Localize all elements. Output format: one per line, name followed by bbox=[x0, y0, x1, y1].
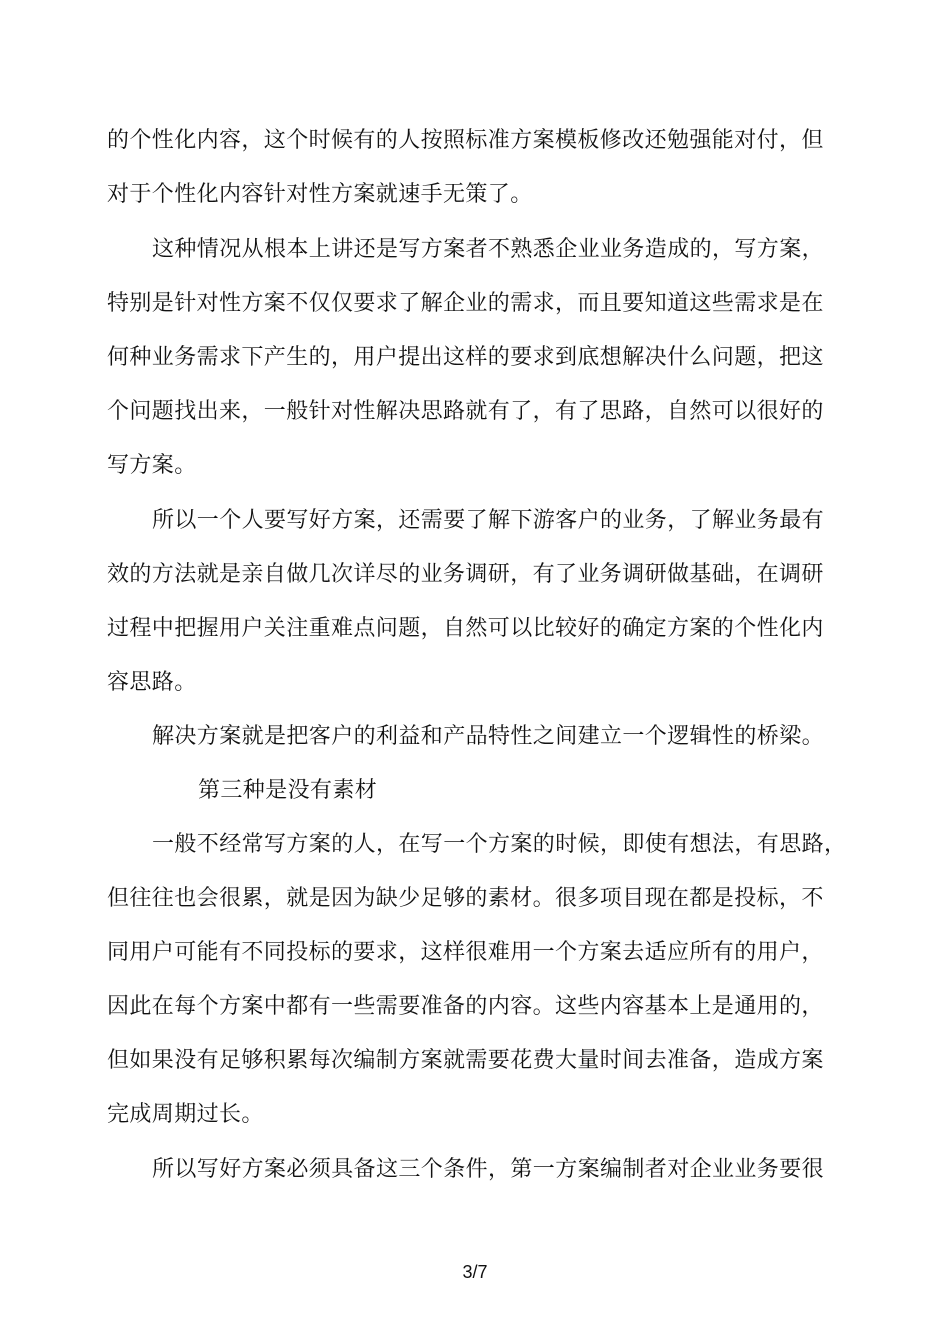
text-line: 何种业务需求下产生的，用户提出这样的要求到底想解决什么问题，把这 bbox=[107, 345, 824, 370]
text-line: 但往往也会很累，就是因为缺少足够的素材。很多项目现在都是投标，不 bbox=[107, 886, 824, 911]
text-line: 特别是针对性方案不仅仅要求了解企业的需求，而且要知道这些需求是在 bbox=[107, 291, 824, 316]
text-line: 容思路。 bbox=[107, 670, 197, 695]
text-line: 但如果没有足够积累每次编制方案就需要花费大量时间去准备，造成方案 bbox=[107, 1048, 824, 1073]
text-line: 效的方法就是亲自做几次详尽的业务调研，有了业务调研做基础，在调研 bbox=[107, 562, 824, 587]
text-line: 同用户可能有不同投标的要求，这样很难用一个方案去适应所有的用户， bbox=[107, 940, 824, 965]
paragraph-start: 这种情况从根本上讲还是写方案者不熟悉企业业务造成的，写方案， bbox=[152, 237, 825, 262]
section-heading: 第三种是没有素材 bbox=[198, 778, 378, 803]
text-line: 个问题找出来，一般针对性解决思路就有了，有了思路，自然可以很好的 bbox=[107, 399, 824, 424]
text-line: 因此在每个方案中都有一些需要准备的内容。这些内容基本上是通用的， bbox=[107, 994, 824, 1019]
text-line: 完成周期过长。 bbox=[107, 1102, 264, 1127]
text-line: 写方案。 bbox=[107, 453, 197, 478]
page-number: 3/7 bbox=[462, 1262, 488, 1282]
text-line: 对于个性化内容针对性方案就速手无策了。 bbox=[107, 182, 533, 207]
text-line: 的个性化内容，这个时候有的人按照标准方案模板修改还勉强能对付，但 bbox=[107, 128, 824, 153]
paragraph-start: 一般不经常写方案的人，在写一个方案的时候，即使有想法，有思路， bbox=[152, 832, 847, 857]
paragraph-start: 所以写好方案必须具备这三个条件，第一方案编制者对企业业务要很 bbox=[152, 1157, 825, 1182]
paragraph-start: 所以一个人要写好方案，还需要了解下游客户的业务，了解业务最有 bbox=[152, 508, 825, 533]
paragraph-start: 解决方案就是把客户的利益和产品特性之间建立一个逻辑性的桥梁。 bbox=[152, 724, 825, 749]
text-line: 过程中把握用户关注重难点问题，自然可以比较好的确定方案的个性化内 bbox=[107, 616, 824, 641]
